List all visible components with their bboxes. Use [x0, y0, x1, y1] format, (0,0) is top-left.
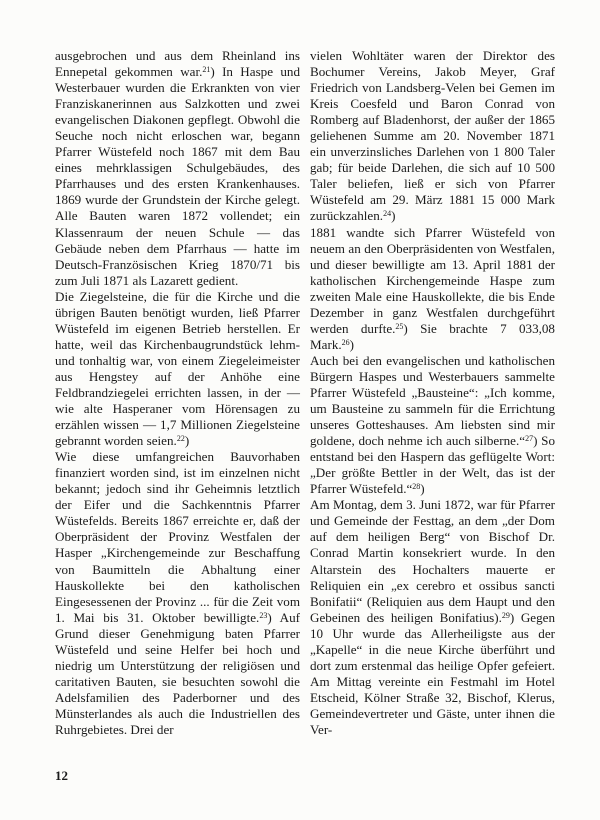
text-run: ) Gegen 10 Uhr wurde das Allerheiligste aus der „Kapelle“ in die neue Kirche überführt und dort zum erstenmal das heilige Opfer gefeiert. Am Mittag vereinte ein Festmahl im Hotel Etscheid, Kölner Straße 32, Bischof, Klerus, Gemeindevertreter und Gäste, unter ihnen die Ver- — [310, 609, 555, 737]
footnote-reference: 25 — [395, 321, 404, 331]
page-number: 12 — [55, 768, 68, 783]
footnote-reference: 29 — [501, 610, 510, 620]
text-run: 1881 wandte sich Pfarrer Wüstefeld von neuem an den Oberpräsidenten von Westfalen, und dieser bewilligte am 13. April 1881 der katholischen Kirchengemeinde Haspe zum zweiten Male eine Hauskollekte, die bis Ende Dezember in ganz Westfalen durchgeführt werden durfte. — [310, 224, 555, 336]
text-paragraph — [310, 497, 555, 738]
text-run: ) — [184, 433, 190, 449]
text-run: Auch bei den evangelischen und katholischen Bürgern Haspes und Westerbauers sammelte Pfarrer Wüstefeld „Bausteine“: „Ich komme, um Bausteine zu sammeln für die Errichtung unseres Gotteshauses. Am liebsten sind mir goldene, doch nehme ich auch silberne.“ — [310, 352, 555, 449]
right-text-column — [310, 48, 555, 738]
text-run: ) Auf Grund dieser Genehmigung baten Pfarrer Wüstefeld und seine Helfer bei hoch und niedrig um Unterstützung der religiösen und caritativen Bauten, sie besuchten sowohl die Adelsfamilien des Paderborner und des Münsterlandes als auch die Industriellen des Ruhrgebietes. Drei der — [55, 609, 300, 737]
footnote-reference: 22 — [176, 434, 185, 444]
text-run: Am Montag, dem 3. Juni 1872, war für Pfarrer und Gemeinde der Festtag, an dem „der Dom auf dem heiligen Berg“ von Bischof Dr. Conrad Martin konsekriert wurde. In den Altarstein des Hochalters mauerte er Reliquien ein „ex cerebro et ossibus sancti Bonifatii“ (Reliquien aus dem Haupt und den Gebeinen des heiligen Bonifatius). — [310, 497, 555, 625]
text-paragraph — [310, 353, 555, 497]
text-paragraph — [310, 225, 555, 353]
text-run: ) — [391, 208, 396, 224]
text-run: ) — [420, 481, 425, 497]
text-paragraph — [310, 48, 555, 225]
text-run: ) — [349, 336, 355, 352]
left-text-column — [55, 48, 300, 738]
footnote-reference: 26 — [341, 337, 350, 347]
text-paragraph — [55, 449, 300, 738]
footnote-reference: 24 — [383, 209, 392, 219]
text-paragraph — [55, 48, 300, 289]
text-run: ) Sie brachte 7 033,08 Mark. — [310, 320, 555, 352]
text-run: ) In Haspe und Westerbauer wurden die Erkrankten von vier Franziskanerinnen aus Salzkotten und zwei evangelischen Diakonen gepflegt. Obwohl die Seuche noch nicht erloschen war, begann Pfarrer Wüstefeld noch 1867 mit dem Bau eines mehrklassigen Schulgebäudes, des Pfarrhauses und des ersten Krankenhauses. 1869 wurde der Grundstein der Kirche gelegt. Alle Bauten waren 1872 vollendet; ein Klassenraum der neuen Schule — das Gebäude neben dem Pfarrhaus — hatte im Deutsch-Französischen Krieg 1870/71 bis zum Juli 1871 als Lazarett gedient. — [55, 64, 300, 288]
footnote-reference: 28 — [412, 482, 421, 492]
text-paragraph — [55, 289, 300, 449]
text-run: ausgebrochen und aus dem Rheinland ins Ennepetal gekommen war. — [55, 48, 300, 80]
footnote-reference: 23 — [259, 610, 268, 620]
text-run: ) So entstand bei den Haspern das geflügelte Wort: „Der größte Bettler in der Welt, das ist der Pfarrer Wüstefeld.“ — [310, 433, 555, 497]
footnote-reference: 21 — [202, 65, 211, 75]
text-run: Die Ziegelsteine, die für die Kirche und die übrigen Bauten benötigt wurden, ließ Pfarrer Wüstefeld im eigenen Betrieb herstellen. Er hatte, weil das Kirchenbaugrundstück lehm- und tonhaltig war, von einem Ziegeleimeister aus Hengstey auf der Anhöhe eine Feldbrandziegelei errichten lassen, in der — wie alte Hasperaner vom Hörensagen zu erzählen wissen — 1,7 Millionen Ziegelsteine gebrannt worden seien. — [55, 288, 300, 449]
text-run: Wie diese umfangreichen Bauvorhaben finanziert worden sind, ist im einzelnen nicht bekannt; jedoch sind ihr Geheimnis letztlich der Eifer und die Sachkenntnis Pfarrer Wüstefelds. Bereits 1867 erreichte er, daß der Oberpräsident der Provinz Westfalen der Hasper „Kirchengemeinde zur Beschaffung von Baumitteln die Abhaltung einer Hauskollekte bei den katholischen Eingesessenen der Provinz ... für die Zeit vom 1. Mai bis 31. Oktober bewilligte. — [55, 449, 300, 625]
footnote-reference: 27 — [525, 434, 534, 444]
text-run: vielen Wohltäter waren der Direktor des Bochumer Vereins, Jakob Meyer, Graf Friedrich von Landsberg-Velen bei Gemen im Kreis Coesfeld und Baron Conrad von Romberg auf Bladenhorst, der außer der 1865 geliehenen Summe am 20. November 1871 ein unverzinsliches Darlehen von 1 800 Taler gab; für beide Darlehen, die sich auf 10 500 Taler beliefen, ließ er sich von Pfarrer Wüstefeld am 29. März 1881 15 000 Mark zurückzahlen. — [310, 48, 555, 224]
